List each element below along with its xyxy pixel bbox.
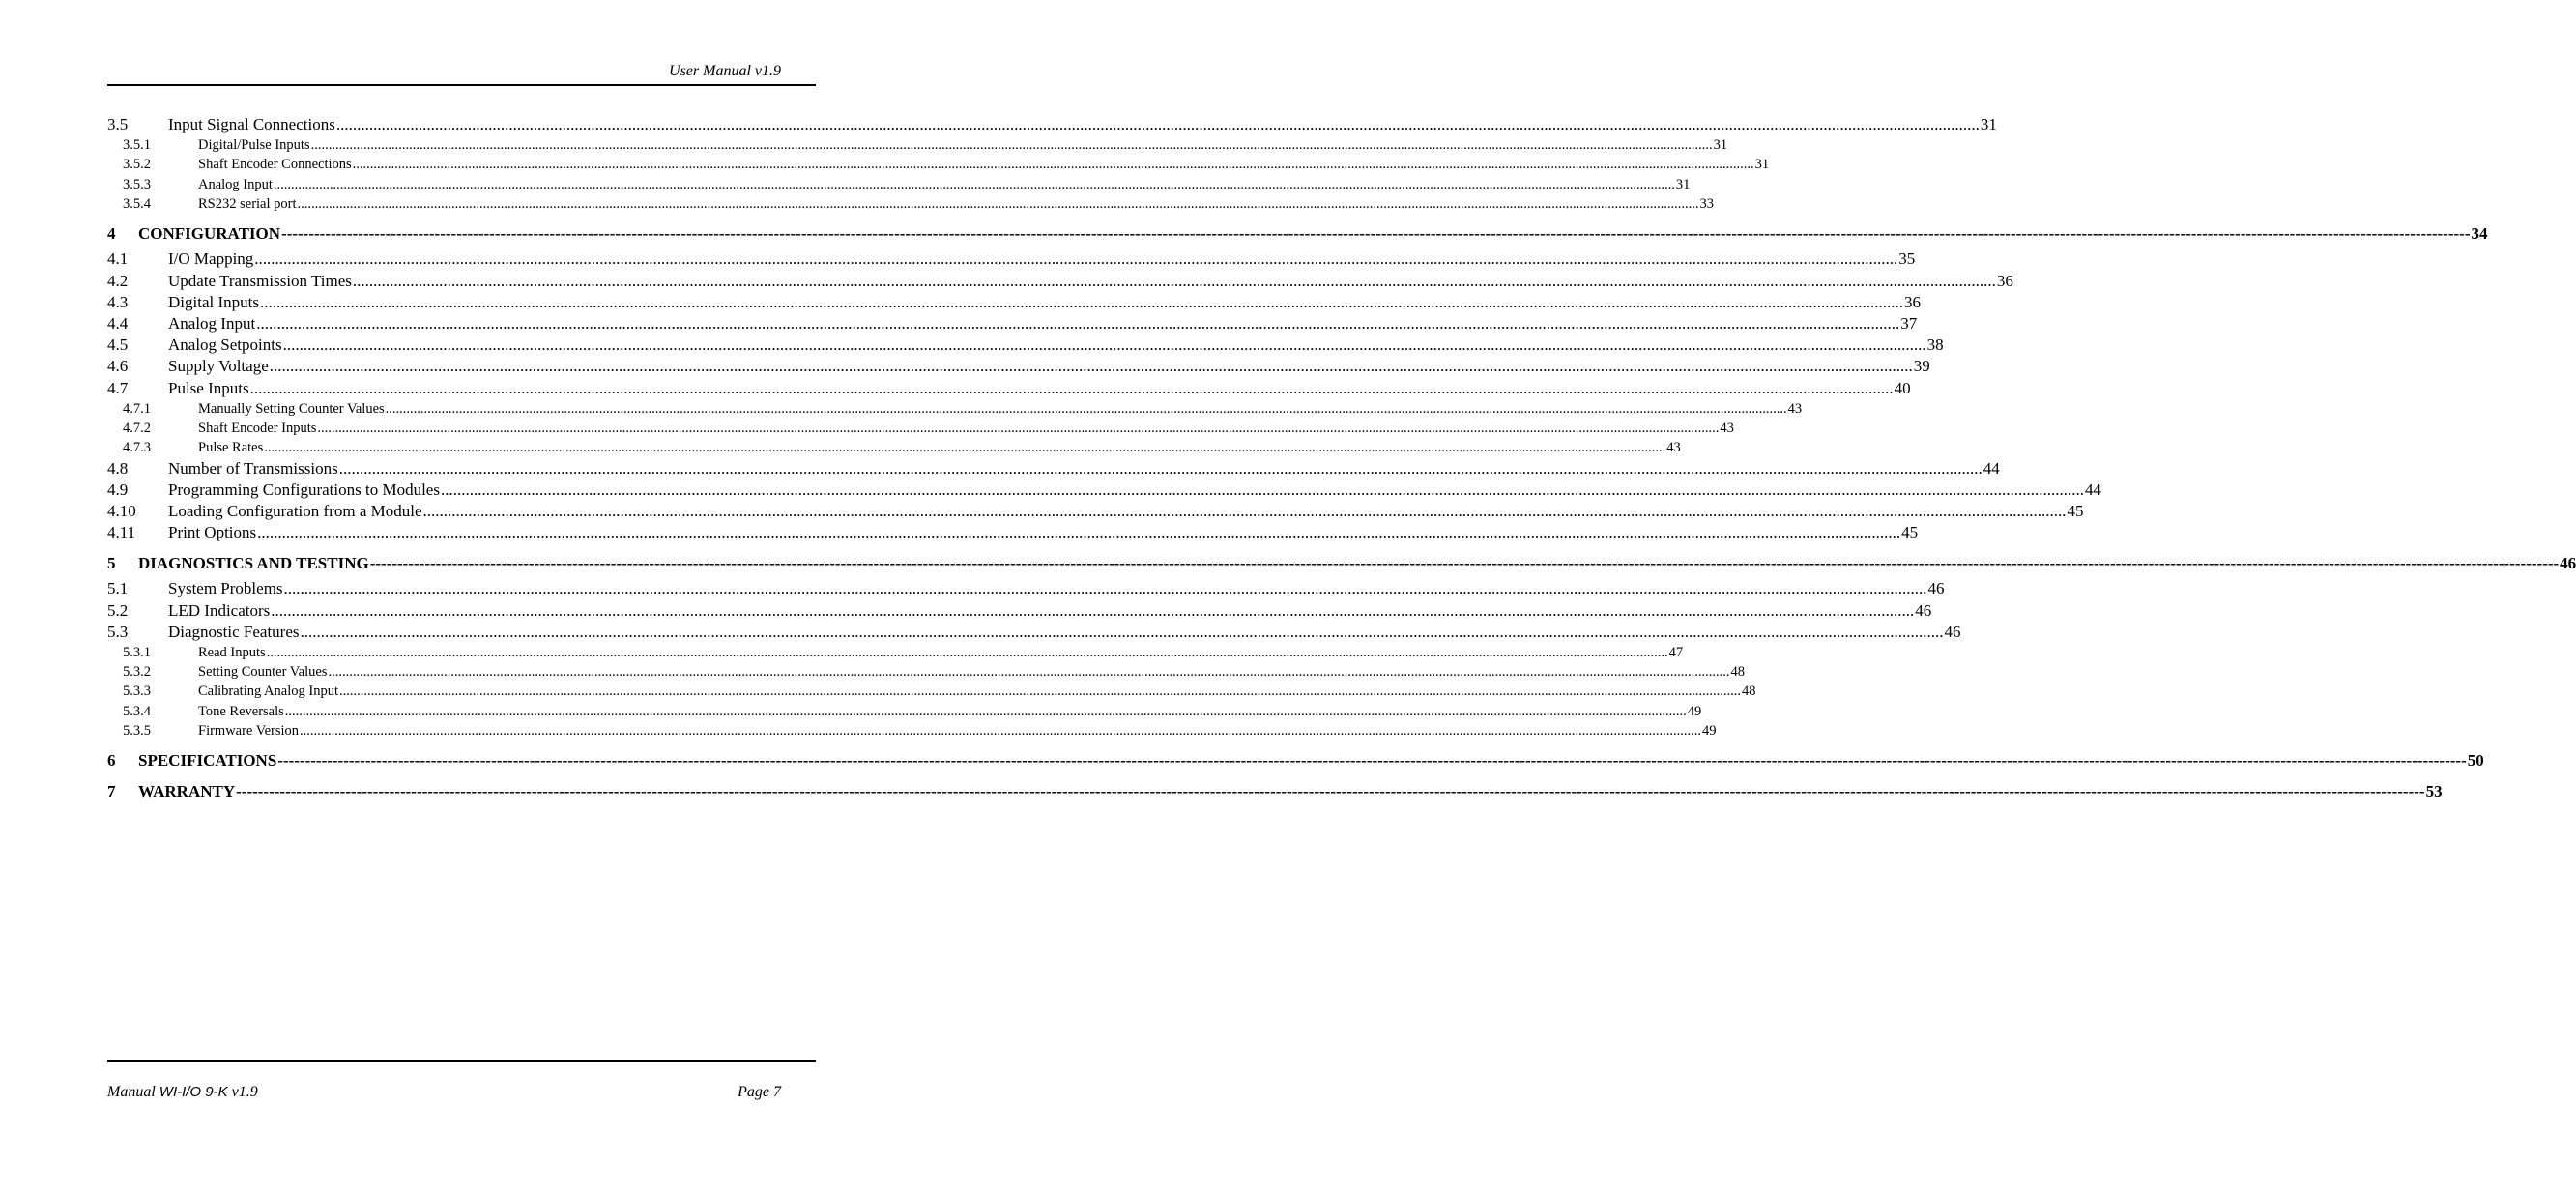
toc-entry-title: System Problems <box>168 578 284 599</box>
toc-entry[interactable] <box>107 643 1684 662</box>
toc-dot-leader: ................................................................................................................................................................................................................................................................................................................................................................................................................ <box>264 440 1666 456</box>
toc-dot-leader: ---------------------------------------------------------------------------------------------------------------------------------------------------------------------------------------------------------------------------------------------------------------------------------------------------------------------------------------------------------------------------------------------------------------- <box>369 554 2560 573</box>
toc-entry-title: LED Indicators <box>168 600 271 622</box>
toc-entry-title: SPECIFICATIONS <box>138 751 277 771</box>
toc-entry-title: I/O Mapping <box>168 248 254 270</box>
toc-dot-leader: ................................................................................................................................................................................................................................................................................................................................................................................................................ <box>338 458 1983 478</box>
toc-entry-page: 38 <box>1926 335 1944 356</box>
toc-entry[interactable] <box>107 399 1803 419</box>
toc-entry-title: Calibrating Analog Input <box>198 682 339 701</box>
toc-entry-number: 3.5.2 <box>123 157 151 173</box>
toc-dot-leader: ................................................................................................................................................................................................................................................................................................................................................................................................................ <box>335 115 1980 133</box>
toc-entry-title: Programming Configurations to Modules <box>168 480 441 501</box>
toc-entry[interactable] <box>107 248 1916 270</box>
toc-entry-page: 39 <box>1913 356 1930 377</box>
toc-entry-title: Read Inputs <box>198 643 267 662</box>
toc-dot-leader: ................................................................................................................................................................................................................................................................................................................................................................................................................ <box>269 357 1913 376</box>
toc-dot-leader: ................................................................................................................................................................................................................................................................................................................................................................................................................ <box>422 501 2067 520</box>
toc-entry-title: Analog Input <box>198 175 274 194</box>
toc-entry-page: 46 <box>1927 578 1945 599</box>
toc-entry-title: Number of Transmissions <box>168 458 339 480</box>
toc-entry-number: 4.2 <box>107 271 129 290</box>
toc-entry-title: Shaft Encoder Inputs <box>198 419 317 438</box>
toc-entry-page: 31 <box>1754 155 1770 174</box>
toc-entry[interactable] <box>107 458 2000 480</box>
toc-entry-page: 37 <box>1899 313 1917 335</box>
toc-entry-number: 5 <box>107 554 116 573</box>
toc-entry[interactable] <box>107 702 1702 721</box>
toc-entry-number: 4.7.3 <box>123 440 151 456</box>
toc-entry-number: 5.3.5 <box>123 723 151 740</box>
toc-entry[interactable] <box>107 335 1944 356</box>
toc-entry-page: 47 <box>1668 643 1684 662</box>
toc-entry-page: 31 <box>1675 175 1691 194</box>
toc-entry-page: 49 <box>1687 702 1702 721</box>
toc-entry-title: Shaft Encoder Connections <box>198 155 353 174</box>
toc-dot-leader: ................................................................................................................................................................................................................................................................................................................................................................................................................ <box>254 249 1898 269</box>
toc-dot-leader: ................................................................................................................................................................................................................................................................................................................................................................................................................ <box>385 400 1787 417</box>
toc-entry-title: Digital Inputs <box>168 292 260 313</box>
toc-dot-leader: ................................................................................................................................................................................................................................................................................................................................................................................................................ <box>297 196 1699 213</box>
toc-dot-leader: ................................................................................................................................................................................................................................................................................................................................................................................................................ <box>283 579 1927 598</box>
toc-entry[interactable] <box>107 194 1714 214</box>
toc-entry-title: Manually Setting Counter Values <box>198 399 386 419</box>
toc-entry-page: 36 <box>1996 271 2013 292</box>
toc-dot-leader: ---------------------------------------------------------------------------------------------------------------------------------------------------------------------------------------------------------------------------------------------------------------------------------------------------------------------------------------------------------------------------------------------------------------- <box>236 782 2425 801</box>
toc-entry-title: Loading Configuration from a Module <box>168 501 423 522</box>
toc-entry[interactable] <box>107 155 1770 174</box>
toc-entry-number: 4.4 <box>107 313 129 333</box>
toc-entry-page: 45 <box>1900 522 1918 543</box>
toc-entry[interactable] <box>107 522 1919 543</box>
toc-entry-number: 5.1 <box>107 579 129 598</box>
toc-entry-title: Input Signal Connections <box>168 114 336 135</box>
toc-dot-leader: ................................................................................................................................................................................................................................................................................................................................................................................................................ <box>257 523 1901 542</box>
toc-dot-leader: ................................................................................................................................................................................................................................................................................................................................................................................................................ <box>440 480 2084 499</box>
toc-entry[interactable] <box>107 750 2484 772</box>
header-rule <box>107 84 816 86</box>
toc-entry-page: 31 <box>1980 114 1997 135</box>
toc-entry[interactable] <box>107 175 1691 194</box>
toc-entry-title: Digital/Pulse Inputs <box>198 135 311 155</box>
toc-entry-title: Pulse Rates <box>198 438 264 457</box>
toc-dot-leader: ................................................................................................................................................................................................................................................................................................................................................................................................................ <box>328 664 1730 681</box>
toc-entry-page: 43 <box>1787 399 1803 419</box>
toc-entry-number: 5.3.2 <box>123 664 151 681</box>
toc-entry-page: 45 <box>2067 501 2084 522</box>
footer-manual-title <box>107 1084 258 1101</box>
toc-dot-leader: ................................................................................................................................................................................................................................................................................................................................................................................................................ <box>249 378 1894 397</box>
toc-entry[interactable] <box>107 622 1961 643</box>
toc-entry-number: 4.3 <box>107 292 129 311</box>
toc-entry-number: 4.6 <box>107 357 129 376</box>
toc-dot-leader: ................................................................................................................................................................................................................................................................................................................................................................................................................ <box>300 723 1702 740</box>
footer-rule <box>107 1060 816 1062</box>
toc-dot-leader: ................................................................................................................................................................................................................................................................................................................................................................................................................ <box>352 271 1996 290</box>
toc-entry-title: Analog Setpoints <box>168 335 283 356</box>
toc-entry-number: 5.3.3 <box>123 684 151 700</box>
toc-entry[interactable] <box>107 682 1756 701</box>
toc-entry[interactable] <box>107 662 1745 682</box>
toc-entry-page: 46 <box>1944 622 1961 643</box>
toc-entry[interactable] <box>107 356 1930 377</box>
toc-entry[interactable] <box>107 271 2013 292</box>
toc-entry-page: 35 <box>1897 248 1915 270</box>
footer-version: v1.9 <box>227 1084 258 1100</box>
toc-entry[interactable] <box>107 781 2443 802</box>
toc-dot-leader: ................................................................................................................................................................................................................................................................................................................................................................................................................ <box>317 420 1720 436</box>
toc-entry[interactable] <box>107 480 2101 501</box>
toc-dot-leader: ................................................................................................................................................................................................................................................................................................................................................................................................................ <box>256 313 1900 333</box>
toc-entry[interactable] <box>107 419 1734 438</box>
toc-entry[interactable] <box>107 501 2084 522</box>
toc-entry-page: 44 <box>2084 480 2101 501</box>
toc-entry-title: Pulse Inputs <box>168 378 250 399</box>
toc-entry-number: 5.2 <box>107 600 129 620</box>
toc-entry-number: 7 <box>107 782 116 801</box>
toc-entry-page: 44 <box>1983 458 2000 480</box>
toc-dot-leader: ................................................................................................................................................................................................................................................................................................................................................................................................................ <box>282 335 1926 355</box>
toc-entry-page: 43 <box>1665 438 1681 457</box>
toc-entry-number: 3.5.4 <box>123 196 151 213</box>
toc-entry-title: Setting Counter Values <box>198 662 328 682</box>
toc-entry-page: 36 <box>1903 292 1921 313</box>
toc-entry-title: WARRANTY <box>138 782 236 801</box>
toc-entry-title: CONFIGURATION <box>138 224 281 244</box>
toc-dot-leader: ................................................................................................................................................................................................................................................................................................................................................................................................................ <box>273 176 1675 192</box>
toc-entry-number: 4 <box>107 224 116 244</box>
toc-entry[interactable] <box>107 135 1728 155</box>
toc-dot-leader: ................................................................................................................................................................................................................................................................................................................................................................................................................ <box>284 703 1687 719</box>
toc-entry-number: 3.5.3 <box>123 176 151 192</box>
toc-entry-title: Diagnostic Features <box>168 622 301 643</box>
toc-entry-number: 4.10 <box>107 501 136 520</box>
toc-entry-number: 4.7.2 <box>123 420 151 436</box>
toc-entry-number: 3.5.1 <box>123 137 151 154</box>
toc-entry-page: 49 <box>1701 721 1717 741</box>
toc-entry-title: Analog Input <box>168 313 256 335</box>
toc-entry-page: 53 <box>2425 782 2443 801</box>
toc-entry-number: 4.5 <box>107 335 129 355</box>
toc-entry-number: 4.7 <box>107 378 129 397</box>
toc-entry-title: Update Transmission Times <box>168 271 353 292</box>
toc-dot-leader: ---------------------------------------------------------------------------------------------------------------------------------------------------------------------------------------------------------------------------------------------------------------------------------------------------------------------------------------------------------------------------------------------------------------- <box>277 751 2467 771</box>
toc-entry[interactable] <box>107 600 1932 622</box>
toc-dot-leader: ................................................................................................................................................................................................................................................................................................................................................................................................................ <box>300 622 1944 641</box>
footer-prefix: Manual <box>107 1084 159 1100</box>
toc-dot-leader: ................................................................................................................................................................................................................................................................................................................................................................................................................ <box>310 137 1713 154</box>
toc-dot-leader: ................................................................................................................................................................................................................................................................................................................................................................................................................ <box>266 644 1668 660</box>
toc-entry-page: 33 <box>1699 194 1715 214</box>
toc-entry-title: Firmware Version <box>198 721 300 741</box>
toc-entry-title: Supply Voltage <box>168 356 270 377</box>
toc-dot-leader: ---------------------------------------------------------------------------------------------------------------------------------------------------------------------------------------------------------------------------------------------------------------------------------------------------------------------------------------------------------------------------------------------------------------- <box>281 224 2471 244</box>
toc-entry[interactable] <box>107 114 1997 135</box>
running-header: User Manual v1.9 <box>669 63 781 79</box>
toc-entry-number: 6 <box>107 751 116 771</box>
toc-dot-leader: ................................................................................................................................................................................................................................................................................................................................................................................................................ <box>352 157 1754 173</box>
toc-entry[interactable] <box>107 553 2576 574</box>
table-of-contents <box>107 114 2576 806</box>
toc-entry-page: 46 <box>1914 600 1931 622</box>
toc-entry-number: 4.1 <box>107 249 129 269</box>
toc-entry-number: 3.5 <box>107 115 129 133</box>
toc-entry-number: 4.11 <box>107 523 136 542</box>
toc-entry-title: Tone Reversals <box>198 702 285 721</box>
toc-entry[interactable] <box>107 292 1921 313</box>
toc-entry-title: DIAGNOSTICS AND TESTING <box>138 554 369 573</box>
footer-model: WI-I/O 9-K <box>159 1084 228 1100</box>
toc-entry-page: 48 <box>1741 682 1756 701</box>
toc-entry-number: 4.9 <box>107 480 129 499</box>
toc-entry-page: 46 <box>2560 554 2576 573</box>
toc-entry-title: Print Options <box>168 522 257 543</box>
toc-entry-page: 43 <box>1719 419 1734 438</box>
toc-entry-title: RS232 serial port <box>198 194 298 214</box>
footer-page-number: Page 7 <box>738 1084 781 1100</box>
toc-entry-number: 5.3.1 <box>123 644 151 660</box>
toc-dot-leader: ................................................................................................................................................................................................................................................................................................................................................................................................................ <box>259 292 1903 311</box>
toc-entry-page: 31 <box>1713 135 1728 155</box>
toc-dot-leader: ................................................................................................................................................................................................................................................................................................................................................................................................................ <box>338 684 1741 700</box>
toc-entry-page: 40 <box>1894 378 1911 399</box>
toc-dot-leader: ................................................................................................................................................................................................................................................................................................................................................................................................................ <box>271 600 1915 620</box>
toc-entry-page: 48 <box>1729 662 1745 682</box>
toc-entry-number: 5.3 <box>107 622 129 641</box>
toc-entry-number: 5.3.4 <box>123 703 151 719</box>
toc-entry[interactable] <box>107 378 1911 399</box>
toc-entry[interactable] <box>107 578 1945 599</box>
toc-entry-number: 4.7.1 <box>123 400 151 417</box>
toc-entry-number: 4.8 <box>107 458 129 478</box>
toc-entry[interactable] <box>107 223 2488 245</box>
toc-entry[interactable] <box>107 438 1681 457</box>
toc-entry[interactable] <box>107 313 1918 335</box>
toc-entry-page: 50 <box>2467 751 2484 771</box>
toc-entry-page: 34 <box>2471 224 2488 244</box>
toc-entry[interactable] <box>107 721 1717 741</box>
